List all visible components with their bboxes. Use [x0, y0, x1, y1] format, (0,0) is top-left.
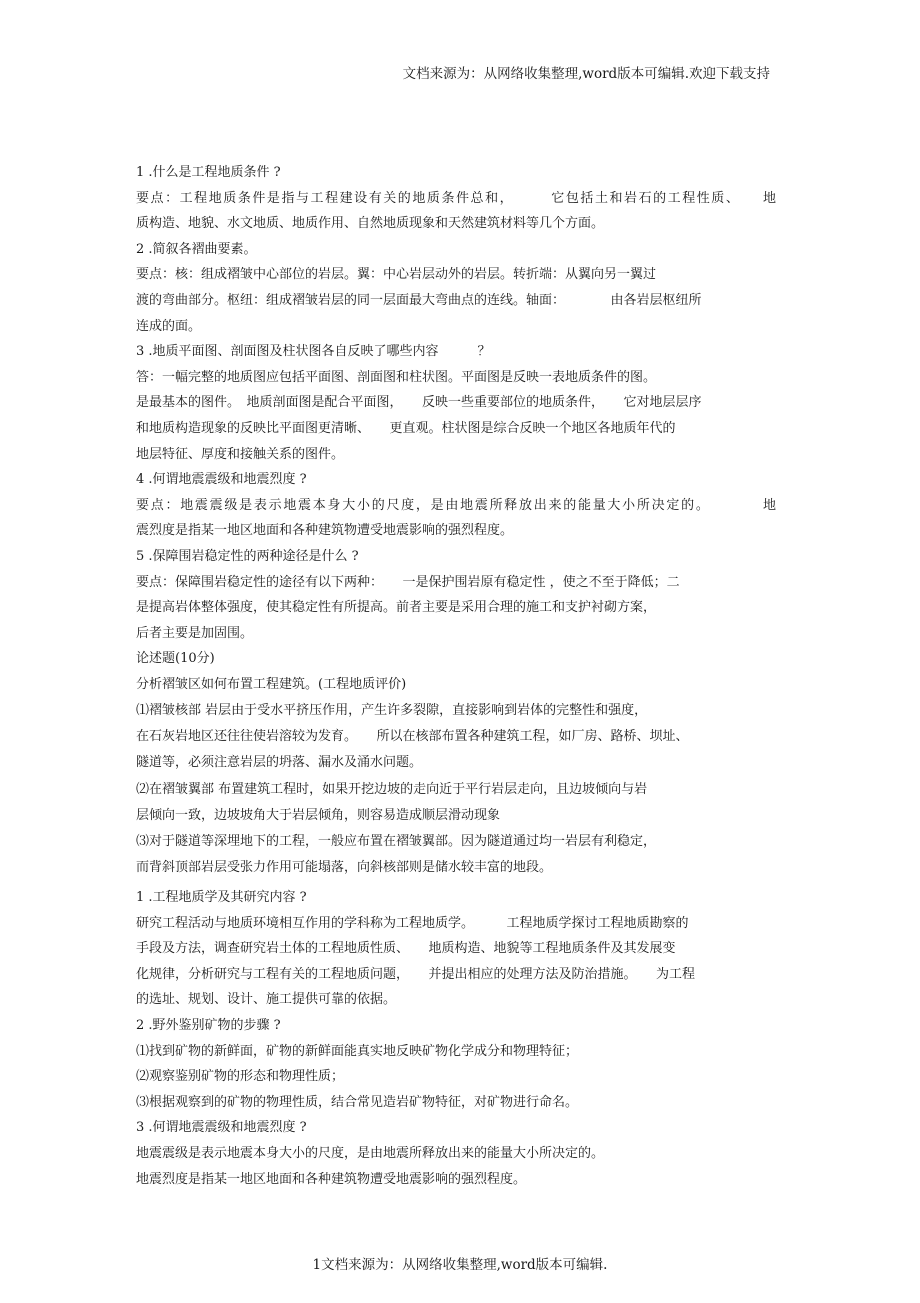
answer-line: 是最基本的图件。 地质剖面图是配合平面图， 反映一些重要部位的地质条件， 它对地层层序 — [136, 395, 702, 411]
answer-line: 答：一幅完整的地质图应包括平面图、剖面图和柱状图。平面图是反映一表地质条件的图。 — [136, 369, 657, 385]
question-heading: 3 .地质平面图、剖面图及柱状图各自反映了哪些内容 ？ — [136, 344, 491, 360]
answer-line: 手段及方法，调查研究岩土体的工程地质性质、 地质构造、地貌等工程地质条件及其发展变 — [136, 941, 676, 957]
question-heading: 1 .工程地质学及其研究内容 ? — [136, 890, 307, 905]
question-heading: 5 .保障围岩稳定性的两种途径是什么 ? — [136, 548, 359, 564]
answer-line: 是提高岩体整体强度，使其稳定性有所提高。前者主要是采用合理的施工和支护衬砌方案， — [136, 600, 657, 616]
question-section-2 — [136, 885, 776, 1192]
answer-line: 要点：地震震级是表示地震本身大小的尺度，是由地震所释放出来的能量大小所决定的。 地 — [136, 497, 776, 513]
question-heading: 3 .何谓地震震级和地震烈度 ? — [136, 1120, 307, 1136]
question-heading: 2 .简叙各褶曲要素。 — [136, 241, 257, 257]
answer-line: 地震震级是表示地震本身大小的尺度，是由地震所释放出来的能量大小所决定的。 — [136, 1145, 605, 1161]
answer-line: 化规律，分析研究与工程有关的工程地质问题， 并提出相应的处理方法及防治措施。 为工程 — [136, 966, 696, 982]
essay-question: 分析褶皱区如何布置工程建筑。(工程地质评价) — [136, 676, 407, 692]
answer-line: 研究工程活动与地质环境相互作用的学科称为工程地质学。 工程地质学探讨工程地质勘察的 — [136, 915, 689, 931]
answer-line: 和地质构造现象的反映比平面图更清晰、 更直观。柱状图是综合反映一个地区各地质年代的 — [136, 420, 676, 436]
question-heading: 2 .野外鉴别矿物的步骤 ? — [136, 1017, 281, 1033]
essay-point-3: ⑶对于隧道等深埋地下的工程，一般应布置在褶皱翼部。因为隧道通过均一岩层有利稳定， — [136, 834, 657, 850]
essay-point-2: ⑵在褶皱翼部 布置建筑工程时，如果开挖边坡的走向近于平行岩层走向，且边坡倾向与岩 — [136, 781, 648, 797]
answer-line: 要点：保障围岩稳定性的途径有以下两种： 一是保护围岩原有稳定性 ，使之不至于降低；二 — [136, 574, 680, 590]
list-item: ⑵观察鉴别矿物的形态和物理性质； — [136, 1069, 345, 1085]
answer-line: 渡的弯曲部分。枢纽：组成褶皱岩层的同一层面最大弯曲点的连线。轴面： 由各岩层枢纽所 — [136, 292, 702, 308]
page-header: 文档来源为：从网络收集整理,word版本可编辑.欢迎下载支持 — [402, 66, 770, 82]
question-section-1 — [136, 160, 776, 881]
answer-line: 的选址、规划、设计、施工提供可靠的依据。 — [136, 992, 397, 1008]
answer-line: 后者主要是加固围。 — [136, 625, 254, 641]
question-heading: 1 .什么是工程地质条件 ? — [136, 165, 281, 180]
answer-line: 质构造、地貌、水文地质、地质作用、自然地质现象和天然建筑材料等几个方面。 — [136, 216, 605, 232]
answer-line: 要点：核：组成褶皱中心部位的岩层。翼：中心岩层动外的岩层。转折端：从翼向另一翼过 — [136, 267, 657, 283]
answer-line: 震烈度是指某一地区地面和各种建筑物遭受地震影响的强烈程度。 — [136, 523, 514, 539]
essay-point-1: ⑴褶皱核部 岩层由于受水平挤压作用，产生许多裂隙，直接影响到岩体的完整性和强度， — [136, 703, 648, 719]
list-item: ⑴找到矿物的新鲜面，矿物的新鲜面能真实地反映矿物化学成分和物理特征； — [136, 1043, 579, 1059]
answer-line: 隧道等，必须注意岩层的坍落、漏水及涌水问题。 — [136, 755, 423, 771]
answer-line: 在石灰岩地区还往往使岩溶较为发育。 所以在核部布置各种建筑工程，如厂房、路桥、坝址、 — [136, 729, 689, 745]
answer-line: 地震烈度是指某一地区地面和各种建筑物遭受地震影响的强烈程度。 — [136, 1171, 527, 1187]
answer-line: 连成的面。 — [136, 318, 202, 334]
answer-line: 要点：工程地质条件是指与工程建设有关的地质条件总和， 它包括土和岩石的工程性质、 地 — [136, 190, 776, 206]
answer-line: 层倾向一致，边坡坡角大于岩层倾角，则容易造成顺层滑动现象 — [136, 807, 501, 823]
answer-line: 地层特征、厚度和接触关系的图件。 — [136, 446, 345, 462]
essay-heading: 论述题(10分) — [136, 651, 215, 667]
list-item: ⑶根据观察到的矿物的物理性质，结合常见造岩矿物特征，对矿物进行命名。 — [136, 1094, 579, 1110]
question-heading: 4 .何谓地震震级和地震烈度 ? — [136, 472, 307, 488]
answer-line: 而背斜顶部岩层受张力作用可能塌落，向斜核部则是储水较丰富的地段。 — [136, 860, 553, 876]
page-footer: 1文档来源为：从网络收集整理,word版本可编辑. — [312, 1257, 608, 1273]
